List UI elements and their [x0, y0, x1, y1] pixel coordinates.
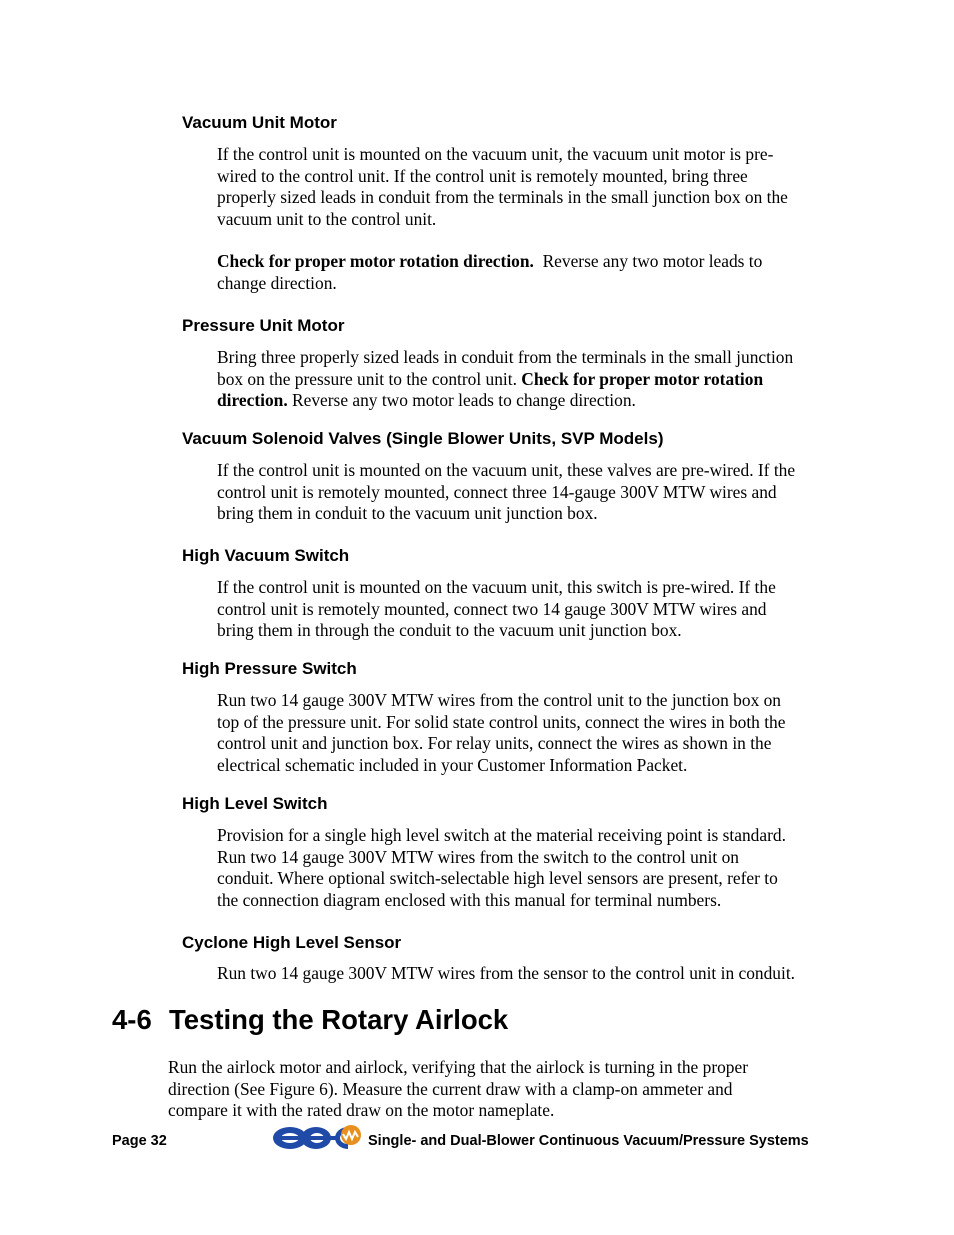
text-line: control unit and junction box. For relay units, connect the wires as shown in the — [217, 733, 772, 753]
text-line: bring them in conduit to the vacuum unit junction box. — [217, 503, 598, 523]
bold-note: Check for proper motor rotation direction. — [217, 251, 534, 271]
paragraph-high-pressure-switch — [217, 690, 849, 776]
text-line: Bring three properly sized leads in conduit from the terminals in the small junction — [217, 347, 794, 367]
wave-icon — [341, 1125, 361, 1145]
paragraph-pressure-unit-motor — [217, 347, 849, 412]
section-heading-vacuum-unit-motor: Vacuum Unit Motor — [182, 113, 337, 132]
text-line: If the control unit is mounted on the vacuum unit, these valves are pre-wired. If the — [217, 460, 796, 480]
aec-logo — [270, 1123, 362, 1151]
text-line: direction (See Figure 6). Measure the current draw with a clamp-on ammeter and — [168, 1078, 733, 1099]
text-line: control unit is remotely mounted, connect two 14 gauge 300V MTW wires and — [217, 598, 767, 619]
text-line: Provision for a single high level switch at the material receiving point is standard. — [217, 825, 786, 845]
paragraph-high-vacuum-switch — [217, 577, 849, 642]
main-section-heading — [112, 1003, 508, 1037]
section-heading-high-vacuum-switch: High Vacuum Switch — [182, 546, 350, 565]
text-line: properly sized leads in conduit from the terminals in the small junction box on the — [217, 187, 788, 207]
bold-note: direction. — [217, 390, 288, 410]
section-heading-vacuum-solenoid-valves: Vacuum Solenoid Valves (Single Blower Units, SVP Models) — [182, 429, 664, 448]
text-line: If the control unit is mounted on the vacuum unit, the vacuum unit motor is pre- — [217, 144, 774, 164]
text-line: Run the airlock motor and airlock, verifying that the airlock is turning in the proper — [168, 1057, 749, 1077]
text-line: compare it with the rated draw on the motor nameplate. — [168, 1100, 555, 1120]
text-line — [217, 369, 849, 391]
text-line: conduit. Where optional switch-selectable high level sensors are present, refer to — [217, 868, 778, 888]
bold-note: Check for proper motor rotation — [521, 368, 764, 389]
text-line — [217, 390, 849, 412]
text-plain: Reverse any two motor leads to change direction. — [287, 390, 636, 410]
paragraph-cyclone-high-level-sensor — [217, 963, 849, 985]
aec-logo-wordmark — [273, 1127, 348, 1149]
section-title: Testing the Rotary Airlock — [169, 1004, 509, 1035]
text-plain: box on the pressure unit to the control unit. — [217, 368, 522, 389]
paragraph-rotary-airlock — [168, 1057, 808, 1122]
section-heading-pressure-unit-motor: Pressure Unit Motor — [182, 316, 345, 335]
section-heading-cyclone-high-level-sensor: Cyclone High Level Sensor — [182, 933, 402, 952]
text-line: electrical schematic included in your Customer Information Packet. — [217, 754, 688, 775]
text-line: Run two 14 gauge 300V MTW wires from the control unit to the junction box on — [217, 690, 781, 710]
paragraph-vacuum-unit-motor — [217, 144, 849, 230]
text-line: change direction. — [217, 272, 337, 293]
paragraph-high-level-switch — [217, 825, 849, 911]
text-line: Run two 14 gauge 300V MTW wires from the switch to the control unit on — [217, 846, 739, 867]
page-number: Page 32 — [112, 1133, 167, 1149]
note-text: Reverse any two motor leads to — [533, 251, 763, 271]
paragraph-rotation-note — [217, 251, 849, 294]
text-line: If the control unit is mounted on the vacuum unit, this switch is pre-wired. If the — [217, 577, 776, 597]
paragraph-vacuum-solenoid-valves — [217, 460, 849, 525]
footer-document-title: Single- and Dual-Blower Continuous Vacuum/Pressure Systems — [368, 1133, 809, 1149]
text-line: Run two 14 gauge 300V MTW wires from the sensor to the control unit in conduit. — [217, 963, 796, 983]
section-number: 4-6 — [112, 1004, 152, 1035]
text-line — [217, 251, 849, 273]
text-line: the connection diagram enclosed with this manual for terminal numbers. — [217, 889, 722, 910]
text-line: control unit is remotely mounted, connect three 14-gauge 300V MTW wires and — [217, 481, 777, 502]
section-heading-high-pressure-switch: High Pressure Switch — [182, 659, 357, 678]
text-line: wired to the control unit. If the control unit is remotely mounted, bring three — [217, 165, 748, 186]
text-line: bring them in through the conduit to the vacuum unit junction box. — [217, 620, 682, 640]
text-line: top of the pressure unit. For solid state control units, connect the wires in both the — [217, 711, 786, 732]
text-line: vacuum unit to the control unit. — [217, 208, 437, 229]
section-heading-high-level-switch: High Level Switch — [182, 794, 328, 813]
